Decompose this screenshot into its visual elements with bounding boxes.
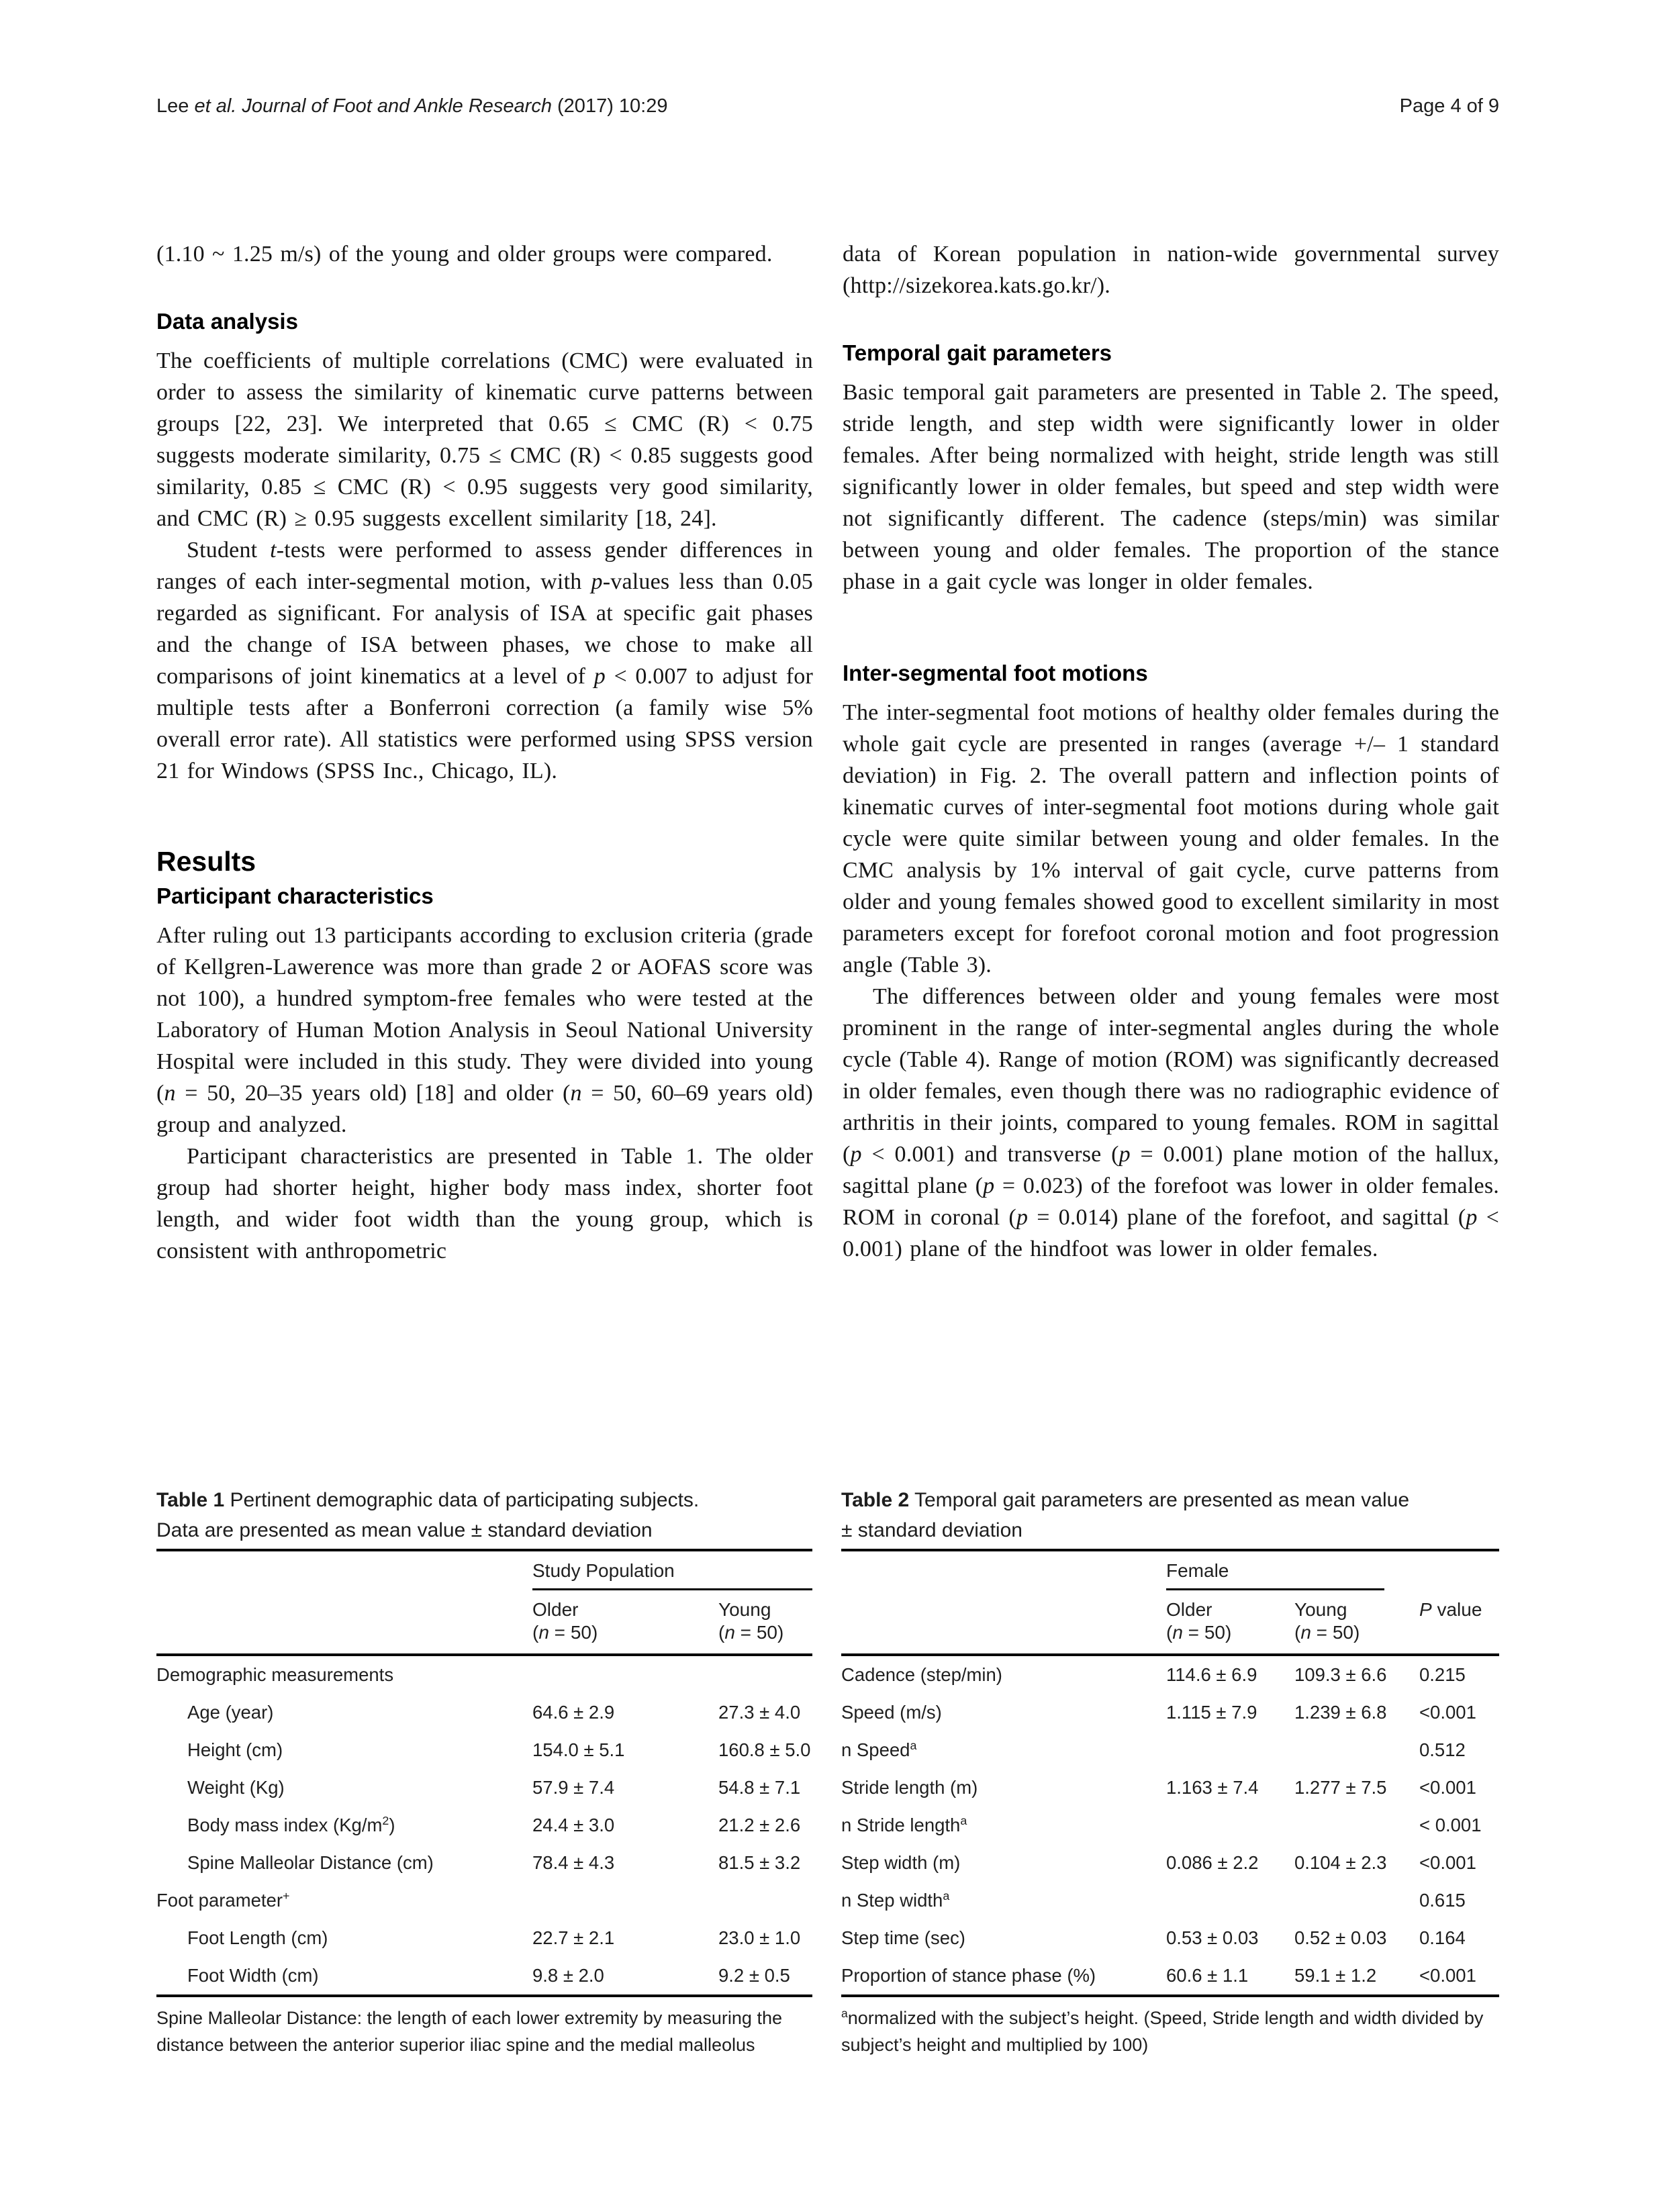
row-label: Cadence (step/min)	[841, 1664, 1002, 1685]
cell-p-value: <0.001	[1419, 1702, 1476, 1723]
paragraph: data of Korean population in nation-wide governmental survey (http://sizekorea.kats.go.kr/).	[843, 242, 1499, 298]
section-heading-results: Results	[156, 846, 256, 877]
table-row	[156, 1656, 812, 1694]
table-2-body	[841, 1656, 1499, 1997]
cell-young	[718, 1664, 812, 1686]
cell-older: 78.4 ± 4.3	[532, 1852, 615, 1873]
row-label: Step time (sec)	[841, 1927, 965, 1948]
cell-older: 60.6 ± 1.1	[1166, 1965, 1249, 1986]
section-heading-data-analysis: Data analysis	[156, 309, 298, 334]
row-label: Height (cm)	[187, 1739, 283, 1760]
cell-older	[1166, 1889, 1294, 1912]
cell-young: 21.2 ± 2.6	[718, 1815, 801, 1835]
cell-young	[1294, 1889, 1419, 1912]
paragraph: The inter-segmental foot motions of healthy older females during the whole gait cycle are presented in ranges (average +/– 1 standard deviation) in Fig. 2. The overall pattern and inflection points of kinematic curves of inter-segmental foot motions during whole gait cycle were quite similar between young and older females. In the CMC analysis by 1% interval of gait cycle, curve patterns from older and young females showed good to excellent similarity in most parameters except for forefoot coronal motion and foot progression angle (Table 3).	[843, 700, 1499, 977]
right-column	[843, 238, 1499, 1267]
row-label: Age (year)	[187, 1702, 274, 1723]
cell-young: 54.8 ± 7.1	[718, 1777, 801, 1798]
row-label: n Speed$^a$	[841, 1738, 917, 1760]
table-2-caption: Table 2 Temporal gait parameters are presented as mean value ± standard deviation	[841, 1489, 1410, 1541]
table-1-caption: Table 1 Pertinent demographic data of participating subjects. Data are presented as mean value ± standard deviation	[156, 1489, 700, 1541]
table-row	[841, 1882, 1499, 1919]
left-column	[156, 238, 813, 1267]
table-1-header	[156, 1549, 812, 1656]
cell-older: 64.6 ± 2.9	[532, 1702, 615, 1723]
paragraph: (1.10 ~ 1.25 m/s) of the young and older groups were compared.	[156, 242, 773, 267]
table-row	[156, 1731, 812, 1769]
cell-p-value: <0.001	[1419, 1777, 1476, 1798]
page-number: Page 4 of 9	[1399, 95, 1499, 117]
table-row	[156, 1882, 812, 1919]
row-label: Step width (m)	[841, 1852, 961, 1873]
cell-p-value: 0.164	[1419, 1927, 1466, 1948]
cell-young: 27.3 ± 4.0	[718, 1702, 801, 1723]
cell-older: 9.8 ± 2.0	[532, 1965, 604, 1986]
table-row	[841, 1694, 1499, 1731]
cell-young: 9.2 ± 0.5	[718, 1965, 790, 1986]
spacer-cell	[156, 1551, 532, 1590]
table-2-group-header: Female	[1166, 1551, 1384, 1590]
cell-older	[1166, 1814, 1294, 1837]
spacer-cell	[841, 1551, 1166, 1590]
table-1-body	[156, 1656, 812, 1997]
cell-older: 1.163 ± 7.4	[1166, 1777, 1259, 1798]
paragraph: Student t-tests were performed to assess gender differences in ranges of each inter-segmental motion, with p-values less than 0.05 regarded as significant. For analysis of ISA at specific gait phases and the change of ISA between phases, we chose to make all comparisons of joint kinematics at a level of p < 0.007 to adjust for multiple tests after a Bonferroni correction (a family wise 5% overall error rate). All statistics were performed using SPSS version 21 for Windows (SPSS Inc., Chicago, IL).	[156, 538, 813, 783]
table-row	[156, 1694, 812, 1731]
cell-young	[1294, 1739, 1419, 1762]
table-row	[841, 1844, 1499, 1882]
table-row	[841, 1919, 1499, 1957]
table-2-header	[841, 1549, 1499, 1656]
column-header-older: Older (n = 50)	[1166, 1599, 1232, 1643]
cell-young	[718, 1889, 812, 1912]
table-row	[156, 1957, 812, 1994]
column-header-p-value: P value	[1419, 1599, 1482, 1620]
paragraph: Participant characteristics are presented in Table 1. The older group had shorter height, higher body mass index, shorter foot length, and wider foot width than the young group, which is consistent with anthropometric	[156, 1144, 813, 1263]
running-head	[156, 94, 1499, 118]
row-label: Stride length (m)	[841, 1777, 978, 1798]
row-label: Body mass index $(Kg/m^2)$	[187, 1813, 395, 1835]
row-label: Spine Malleolar Distance (cm)	[187, 1852, 434, 1873]
section-heading-inter-segmental-foot-motions: Inter-segmental foot motions	[843, 661, 1148, 685]
cell-young: 59.1 ± 1.2	[1294, 1965, 1377, 1986]
table-row	[156, 1919, 812, 1957]
table-row	[156, 1844, 812, 1882]
table-row	[841, 1957, 1499, 1994]
section-heading-participant-characteristics: Participant characteristics	[156, 883, 434, 908]
cell-older: 1.115 ± 7.9	[1166, 1702, 1257, 1723]
row-label: Weight (Kg)	[187, 1777, 285, 1798]
cell-young: 1.277 ± 7.5	[1294, 1777, 1387, 1798]
row-label: Foot Length (cm)	[187, 1927, 328, 1948]
cell-older: 24.4 ± 3.0	[532, 1815, 615, 1835]
cell-p-value: < 0.001	[1419, 1815, 1482, 1835]
cell-young: 0.52 ± 0.03	[1294, 1927, 1387, 1948]
cell-older	[532, 1889, 718, 1912]
table-row	[841, 1656, 1499, 1694]
row-label: Foot parameter+	[156, 1888, 290, 1911]
table-1-footnote: Spine Malleolar Distance: the length of each lower extremity by measuring the distance between the anterior superior iliac spine and the medial malleolus	[156, 2008, 782, 2055]
row-label: n Stride length$^a$	[841, 1813, 967, 1835]
cell-young: 109.3 ± 6.6	[1294, 1664, 1387, 1685]
column-header-older: Older (n = 50)	[532, 1599, 598, 1643]
table-2-footnote: $^a$normalized with the subject’s height. (Speed, Stride length and width divided by subject’s height and multiplied by 100)	[841, 2007, 1484, 2055]
cell-young: 23.0 ± 1.0	[718, 1927, 801, 1948]
row-label: Demographic measurements	[156, 1664, 394, 1685]
column-header-young: Young (n = 50)	[1294, 1599, 1360, 1643]
spacer-cell	[1384, 1551, 1499, 1590]
cell-p-value: 0.215	[1419, 1664, 1466, 1685]
cell-p-value: 0.512	[1419, 1739, 1466, 1760]
cell-older: 114.6 ± 6.9	[1166, 1664, 1257, 1685]
row-label: Foot Width (cm)	[187, 1965, 319, 1986]
table-row	[841, 1807, 1499, 1844]
paragraph: The coefficients of multiple correlations (CMC) were evaluated in order to assess the similarity of kinematic curve patterns between groups [22, 23]. We interpreted that 0.65 ≤ CMC (R) < 0.75 suggests moderate similarity, 0.75 ≤ CMC (R) < 0.85 suggests good similarity, 0.85 ≤ CMC (R) < 0.95 suggests very good similarity, and CMC (R) ≥ 0.95 suggests excellent similarity [18, 24].	[156, 348, 813, 531]
table-1-group-header: Study Population	[532, 1551, 812, 1590]
cell-older	[1166, 1739, 1294, 1762]
body-columns	[156, 238, 1499, 1267]
column-header-young: Young (n = 50)	[718, 1599, 784, 1643]
cell-older: 0.086 ± 2.2	[1166, 1852, 1259, 1873]
paragraph: Basic temporal gait parameters are presented in Table 2. The speed, stride length, and step width were significantly lower in older females. After being normalized with height, stride length was still significantly lower in older females, but speed and step width were not significantly different. The cadence (steps/min) was similar between young and older females. The proportion of the stance phase in a gait cycle was longer in older females.	[843, 380, 1499, 594]
cell-young: 0.104 ± 2.3	[1294, 1852, 1387, 1873]
row-label: Speed (m/s)	[841, 1702, 942, 1723]
table-2	[841, 1485, 1499, 2058]
paragraph: The differences between older and young females were most prominent in the range of inter-segmental angles during the whole cycle (Table 4). Range of motion (ROM) was significantly decreased in older females, even though there was no radiographic evidence of arthritis in their joints, compared to young females. ROM in sagittal (p < 0.001) and transverse (p = 0.001) plane motion of the hallux, sagittal plane (p = 0.023) of the forefoot was lower in older females. ROM in coronal (p = 0.014) plane of the forefoot, and sagittal (p < 0.001) plane of the hindfoot was lower in older females.	[843, 984, 1499, 1261]
cell-older: 0.53 ± 0.03	[1166, 1927, 1259, 1948]
section-heading-temporal-gait-parameters: Temporal gait parameters	[843, 340, 1112, 365]
spacer-cell	[156, 1598, 532, 1644]
cell-p-value: <0.001	[1419, 1852, 1476, 1873]
cell-young: 81.5 ± 3.2	[718, 1852, 801, 1873]
table-row	[841, 1731, 1499, 1769]
row-label: n Step width$^a$	[841, 1888, 950, 1911]
cell-young	[1294, 1814, 1419, 1837]
cell-p-value: <0.001	[1419, 1965, 1476, 1986]
table-row	[156, 1769, 812, 1807]
table-row	[156, 1807, 812, 1844]
table-row	[841, 1769, 1499, 1807]
spacer-cell	[841, 1598, 1166, 1644]
cell-p-value: 0.615	[1419, 1890, 1466, 1911]
cell-older	[532, 1664, 718, 1686]
cell-young: 1.239 ± 6.8	[1294, 1702, 1387, 1723]
running-head-citation: Lee et al. Journal of Foot and Ankle Research (2017) 10:29	[156, 95, 668, 117]
cell-young: 160.8 ± 5.0	[718, 1739, 811, 1760]
table-1	[156, 1485, 812, 2058]
cell-older: 154.0 ± 5.1	[532, 1739, 625, 1760]
cell-older: 57.9 ± 7.4	[532, 1777, 615, 1798]
cell-older: 22.7 ± 2.1	[532, 1927, 615, 1948]
paragraph: After ruling out 13 participants according to exclusion criteria (grade of Kellgren-Lawerence was more than grade 2 or AOFAS score was not 100), a hundred symptom-free females who were tested at the Laboratory of Human Motion Analysis in Seoul National University Hospital were included in this study. They were divided into young (n = 50, 20–35 years old) [18] and older (n = 50, 60–69 years old) group and analyzed.	[156, 923, 813, 1137]
row-label: Proportion of stance phase (%)	[841, 1965, 1096, 1986]
